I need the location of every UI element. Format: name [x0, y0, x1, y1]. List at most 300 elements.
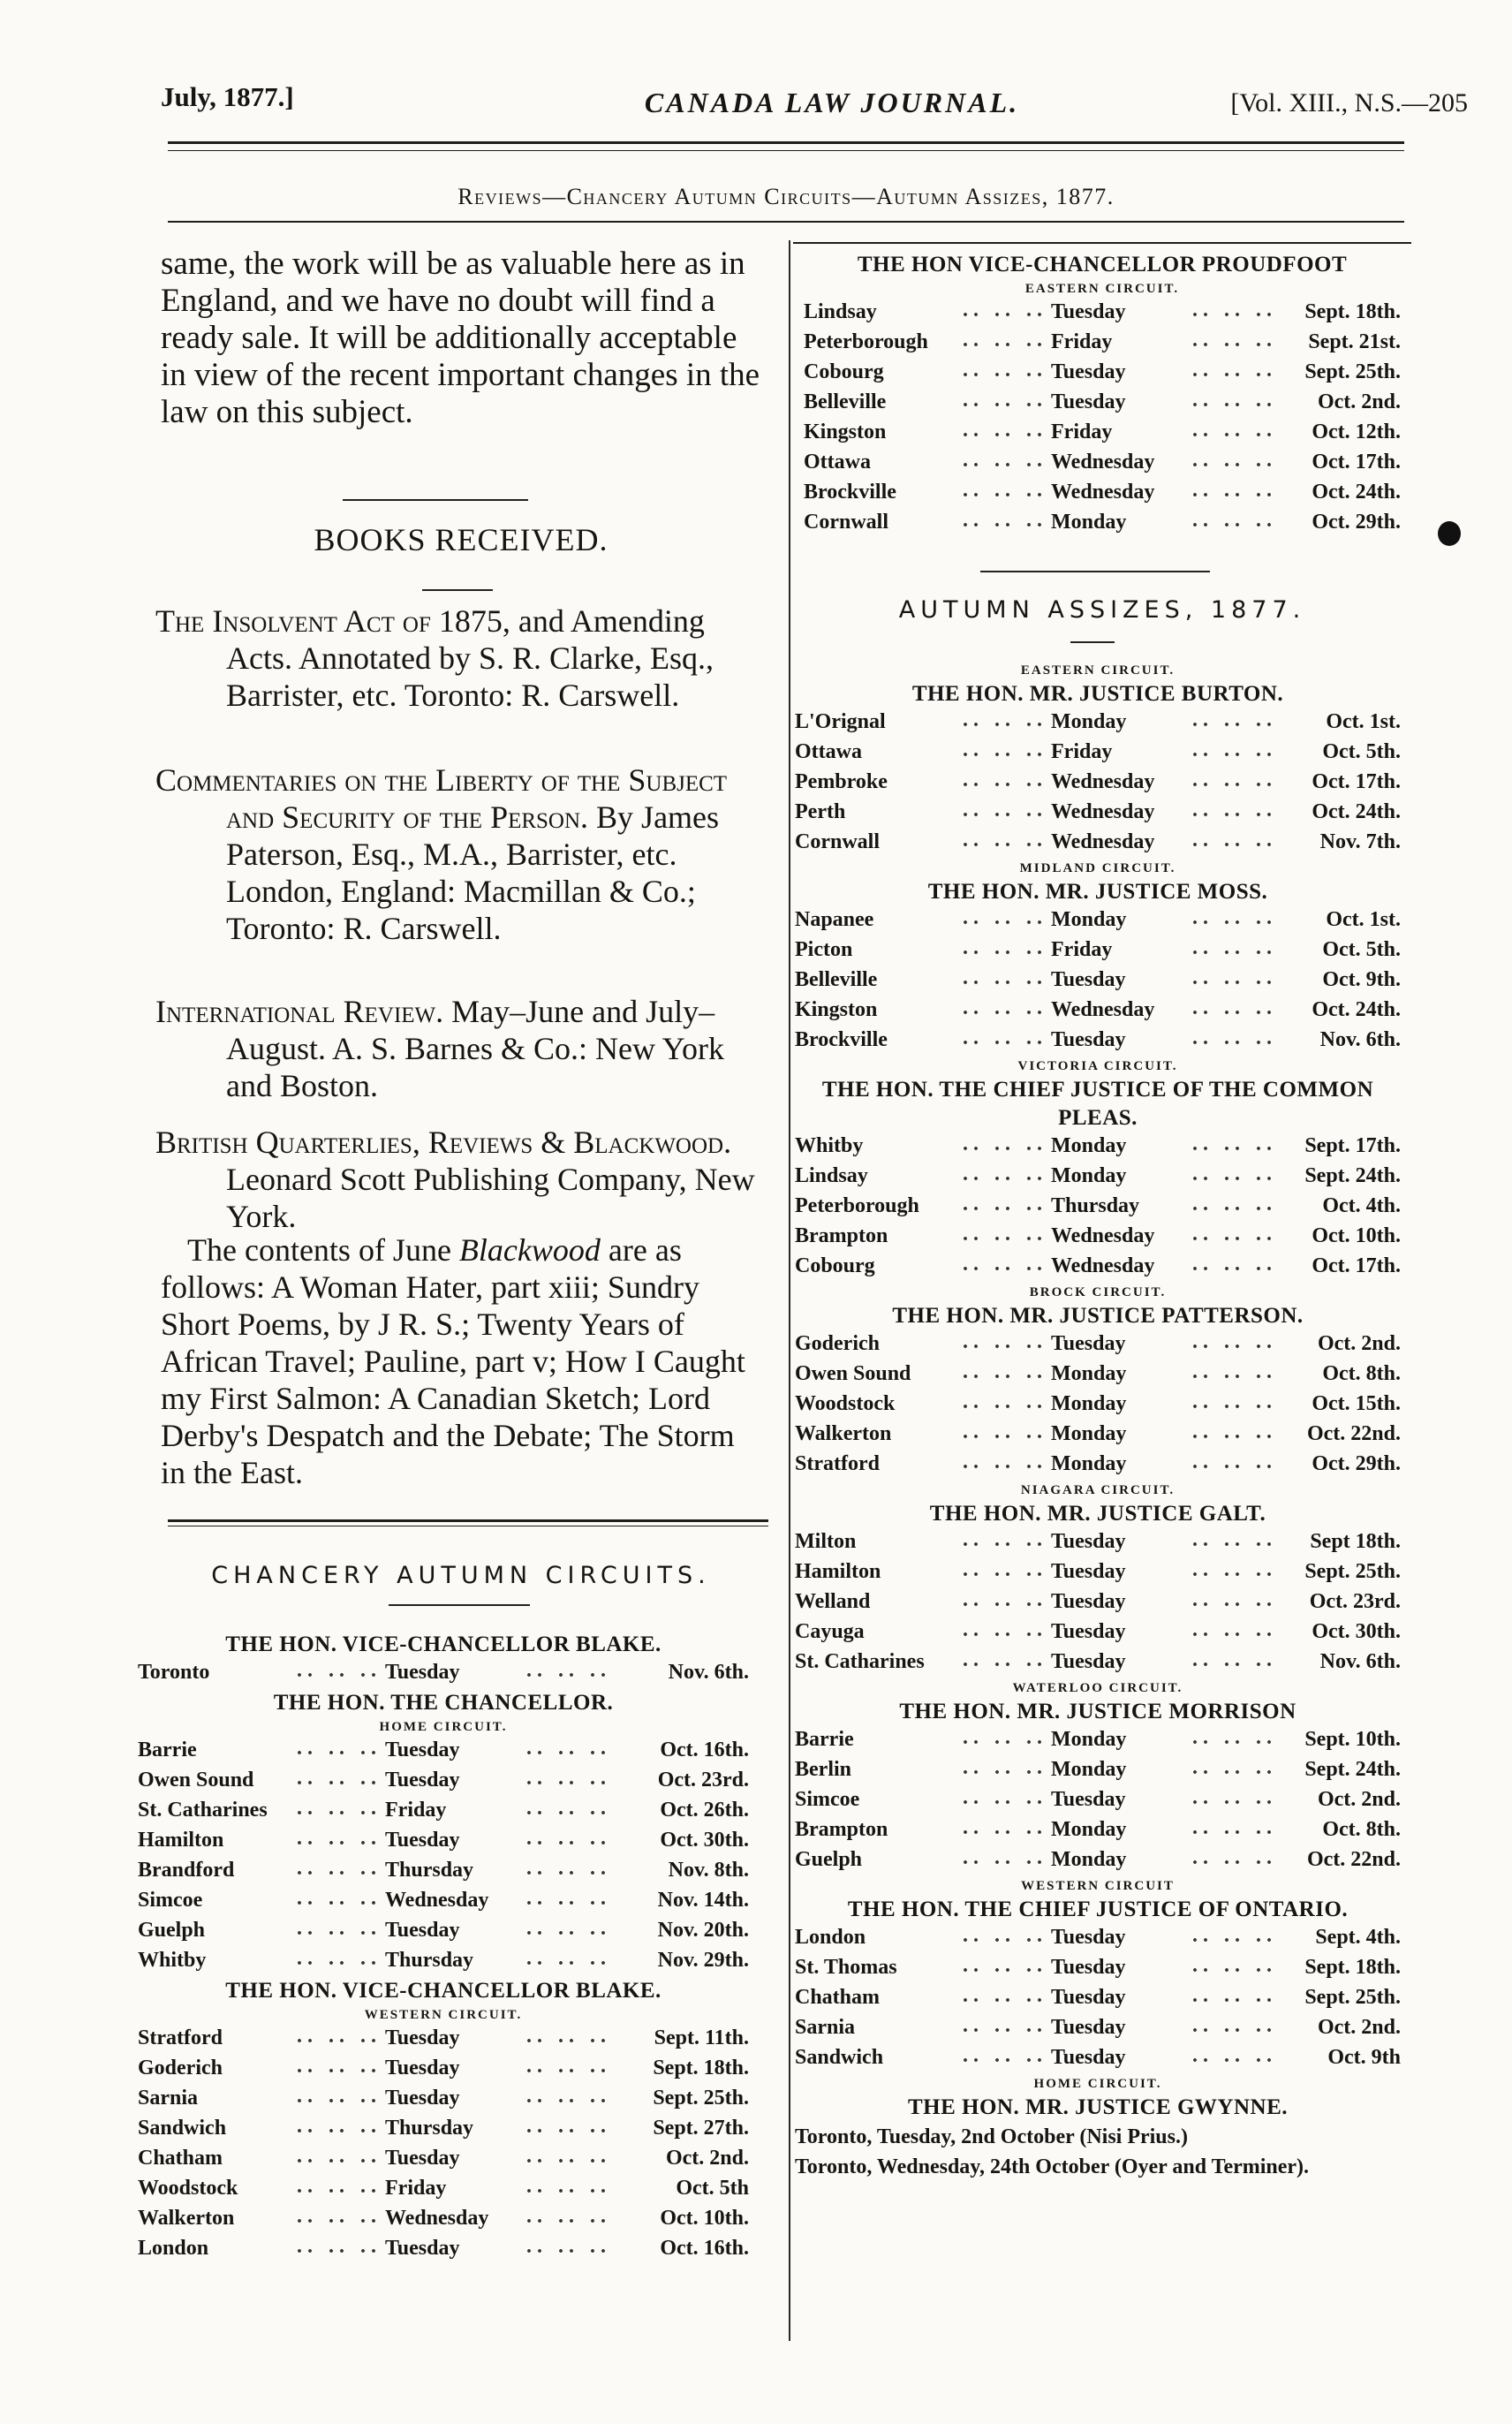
leader-dots: .. .. .. — [526, 2235, 611, 2258]
sitting-date: Nov. 7th. — [1319, 830, 1401, 853]
weekday: Tuesday — [1051, 1956, 1126, 1979]
leader-dots: .. .. .. — [297, 2205, 382, 2228]
schedule-row — [138, 1857, 749, 1887]
separator-rule — [343, 499, 528, 501]
place-name: Cayuga — [795, 1620, 865, 1643]
judge-heading: THE HON VICE-CHANCELLOR PROUDFOOT — [857, 253, 1348, 276]
leader-dots: .. .. .. — [963, 389, 1047, 412]
place-name: London — [795, 1926, 866, 1949]
book-entry — [155, 602, 765, 714]
place-name: Walkerton — [795, 1422, 892, 1445]
place-name: Cobourg — [804, 360, 884, 383]
schedule-row — [795, 1588, 1401, 1618]
books-received-title: BOOKS RECEIVED. — [314, 522, 609, 557]
leader-dots: .. .. .. — [526, 1947, 611, 1970]
weekday: Tuesday — [1051, 2046, 1126, 2069]
contents-text: The contents of June — [187, 1232, 459, 1268]
sitting-date: Oct. 23rd. — [657, 1769, 749, 1791]
leader-dots: .. .. .. — [963, 1588, 1047, 1611]
place-name: Lindsay — [804, 300, 877, 323]
schedule-row — [804, 419, 1401, 449]
leader-dots: .. .. .. — [1192, 1924, 1277, 1947]
weekday: Tuesday — [385, 1738, 460, 1761]
leader-dots: .. .. .. — [526, 1917, 611, 1940]
leader-dots: .. .. .. — [1192, 479, 1277, 502]
section-rule — [168, 1519, 768, 1522]
leader-dots: .. .. .. — [963, 739, 1047, 761]
separator-rule — [980, 571, 1210, 572]
leader-dots: .. .. .. — [963, 449, 1047, 472]
leader-dots: .. .. .. — [1192, 1330, 1277, 1353]
running-header — [161, 81, 1468, 134]
leader-dots: .. .. .. — [526, 2025, 611, 2048]
schedule-row — [138, 2145, 749, 2175]
weekday: Monday — [1051, 1392, 1127, 1415]
leader-dots: .. .. .. — [1192, 1420, 1277, 1443]
schedule-row — [795, 906, 1401, 936]
leader-dots: .. .. .. — [297, 2235, 382, 2258]
schedule-row — [795, 829, 1401, 859]
leader-dots: .. .. .. — [297, 2145, 382, 2168]
schedule-row — [795, 996, 1401, 1026]
sitting-date: Sept 18th. — [1310, 1530, 1401, 1553]
place-name: Stratford — [138, 2026, 223, 2049]
circuit-heading: WESTERN CIRCUIT. — [364, 2008, 523, 2022]
leader-dots: .. .. .. — [297, 2085, 382, 2108]
schedule-row — [804, 389, 1401, 419]
weekday: Wednesday — [1051, 1224, 1155, 1247]
schedule-row — [138, 2235, 749, 2265]
weekday: Monday — [1051, 1422, 1127, 1445]
sitting-date: Nov. 8th. — [668, 1859, 749, 1882]
schedule-row — [795, 1193, 1401, 1223]
place-name: Brampton — [795, 1818, 888, 1841]
chancery-block — [138, 1631, 749, 2265]
leader-dots: .. .. .. — [1192, 329, 1277, 352]
weekday: Thursday — [1051, 1194, 1140, 1217]
leader-dots: .. .. .. — [963, 769, 1047, 792]
leader-dots: .. .. .. — [963, 1528, 1047, 1551]
schedule-row — [138, 1887, 749, 1917]
weekday: Tuesday — [385, 1919, 460, 1942]
weekday: Tuesday — [1051, 1530, 1126, 1553]
schedule-row — [795, 1026, 1401, 1057]
sitting-date: Oct. 8th. — [1322, 1818, 1401, 1841]
schedule-row — [795, 1954, 1401, 1984]
leader-dots: .. .. .. — [297, 1659, 382, 1682]
schedule-row — [795, 1816, 1401, 1846]
sitting-date: Sept. 18th. — [653, 2057, 749, 2079]
separator-rule — [422, 589, 493, 591]
sitting-date: Nov. 6th. — [1319, 1028, 1401, 1051]
leader-dots: .. .. .. — [963, 966, 1047, 989]
schedule-row — [795, 2044, 1401, 2074]
place-name: Toronto — [138, 1661, 210, 1684]
leader-dots: .. .. .. — [963, 1193, 1047, 1216]
leader-dots: .. .. .. — [1192, 1193, 1277, 1216]
circuit-heading: VICTORIA CIRCUIT. — [1017, 1059, 1178, 1073]
sitting-date: Sept. 10th. — [1304, 1728, 1401, 1751]
leader-dots: .. .. .. — [963, 799, 1047, 822]
leader-dots: .. .. .. — [963, 1451, 1047, 1473]
place-name: L'Orignal — [795, 710, 886, 733]
review-continuation: same, the work will be as valuable here as in England, and we have no doubt will find a ready sale. It will be additionally acceptable in view of the recent important changes in the law on this subject. — [161, 246, 760, 430]
weekday: Tuesday — [1051, 1986, 1126, 2009]
leader-dots: .. .. .. — [297, 1857, 382, 1880]
place-name: Napanee — [795, 908, 874, 931]
weekday: Wednesday — [1051, 830, 1155, 853]
volume-info: [Vol. XIII., N.S.—205 — [1230, 88, 1468, 117]
judge-heading: THE HON. MR. JUSTICE MOSS. — [927, 880, 1268, 904]
sitting-date: Sept. 25th. — [1304, 1986, 1401, 2009]
weekday: Tuesday — [1051, 2016, 1126, 2039]
sitting-date: Nov. 6th. — [668, 1661, 749, 1684]
sitting-date: Oct. 2nd. — [1317, 1788, 1401, 1811]
circuit-heading: HOME CIRCUIT. — [379, 1720, 508, 1734]
leader-dots: .. .. .. — [526, 1659, 611, 1682]
leader-dots: .. .. .. — [963, 359, 1047, 382]
weekday: Tuesday — [385, 2237, 460, 2260]
leader-dots: .. .. .. — [297, 2025, 382, 2048]
leader-dots: .. .. .. — [1192, 1253, 1277, 1276]
sitting-date: Sept. 25th. — [653, 2087, 749, 2110]
assizes-block — [795, 661, 1401, 2182]
leader-dots: .. .. .. — [1192, 1163, 1277, 1185]
sitting-date: Oct. 30th. — [1312, 1620, 1401, 1643]
leader-dots: .. .. .. — [963, 1816, 1047, 1839]
sitting-date: Oct. 5th. — [1322, 740, 1401, 763]
sitting-date: Nov. 20th. — [657, 1919, 749, 1942]
leader-dots: .. .. .. — [1192, 1726, 1277, 1749]
ink-blot — [1438, 521, 1461, 546]
sitting-date: Oct. 1st. — [1326, 908, 1401, 931]
sitting-date: Oct. 10th. — [660, 2207, 749, 2230]
place-name: Sarnia — [795, 2016, 856, 2039]
sitting-date: Oct. 16th. — [660, 2237, 749, 2260]
leader-dots: .. .. .. — [1192, 2044, 1277, 2067]
schedule-row — [804, 299, 1401, 329]
weekday: Monday — [1051, 1134, 1127, 1157]
schedule-row — [795, 1451, 1401, 1481]
weekday: Monday — [1051, 1848, 1127, 1871]
weekday: Tuesday — [385, 2057, 460, 2079]
sitting-date: Oct. 5th — [676, 2177, 749, 2200]
leader-dots: .. .. .. — [963, 329, 1047, 352]
schedule-row — [804, 329, 1401, 359]
leader-dots: .. .. .. — [1192, 906, 1277, 929]
sitting-date: Sept. 27th. — [653, 2117, 749, 2140]
leader-dots: .. .. .. — [963, 2014, 1047, 2037]
schedule-row — [795, 966, 1401, 996]
weekday: Tuesday — [385, 1661, 460, 1684]
sitting-date: Oct. 9th — [1327, 2046, 1401, 2069]
weekday: Monday — [1051, 1728, 1127, 1751]
schedule-row — [138, 2115, 749, 2145]
leader-dots: .. .. .. — [963, 1924, 1047, 1947]
leader-dots: .. .. .. — [963, 419, 1047, 442]
place-name: Picton — [795, 938, 853, 961]
weekday: Thursday — [385, 1949, 474, 1972]
leader-dots: .. .. .. — [963, 1253, 1047, 1276]
sitting-date: Nov. 29th. — [657, 1949, 749, 1972]
schedule-row — [795, 1924, 1401, 1954]
weekday: Tuesday — [1051, 1028, 1126, 1051]
leader-dots: .. .. .. — [297, 2055, 382, 2078]
leader-dots: .. .. .. — [1192, 1756, 1277, 1779]
header-date: July, 1877.] — [161, 81, 294, 112]
weekday: Tuesday — [1051, 1332, 1126, 1355]
schedule-row — [795, 1528, 1401, 1558]
place-name: London — [138, 2237, 209, 2260]
weekday: Monday — [1051, 1452, 1127, 1475]
circuit-heading: NIAGARA CIRCUIT. — [1020, 1483, 1176, 1497]
schedule-row — [138, 1827, 749, 1857]
book-lead: Commentaries on the Liberty of the Subject and Security of the Person. — [155, 762, 728, 835]
place-name: Whitby — [138, 1949, 207, 1972]
circuit-heading: WATERLOO CIRCUIT. — [1012, 1681, 1183, 1695]
judge-heading: THE HON. MR. JUSTICE GALT. — [929, 1502, 1266, 1526]
leader-dots: .. .. .. — [1192, 1846, 1277, 1869]
leader-dots: .. .. .. — [1192, 419, 1277, 442]
schedule-row — [795, 799, 1401, 829]
leader-dots: .. .. .. — [963, 996, 1047, 1019]
leader-dots: .. .. .. — [1192, 1984, 1277, 2007]
weekday: Tuesday — [385, 2147, 460, 2170]
place-name: Belleville — [804, 390, 887, 413]
sitting-date: Oct. 24th. — [1312, 800, 1401, 823]
place-name: Guelph — [795, 1848, 863, 1871]
leader-dots: .. .. .. — [297, 1767, 382, 1790]
judge-heading: THE HON. THE CHIEF JUSTICE OF ONTARIO. — [847, 1898, 1349, 1921]
place-name: Owen Sound — [138, 1769, 254, 1791]
weekday: Tuesday — [385, 2087, 460, 2110]
sitting-date: Oct. 17th. — [1312, 1254, 1401, 1277]
place-name: Whitby — [795, 1134, 864, 1157]
schedule-row — [138, 1947, 749, 1977]
leader-dots: .. .. .. — [1192, 2014, 1277, 2037]
leader-dots: .. .. .. — [963, 1648, 1047, 1671]
weekday: Wednesday — [385, 1889, 489, 1912]
schedule-row — [795, 1756, 1401, 1786]
schedule-row — [795, 708, 1401, 739]
schedule-row — [795, 1223, 1401, 1253]
leader-dots: .. .. .. — [963, 936, 1047, 959]
leader-dots: .. .. .. — [526, 1797, 611, 1820]
leader-dots: .. .. .. — [963, 1756, 1047, 1779]
leader-dots: .. .. .. — [963, 299, 1047, 322]
schedule-row — [795, 1558, 1401, 1588]
leader-dots: .. .. .. — [1192, 1223, 1277, 1246]
contents-italic: Blackwood — [458, 1232, 601, 1268]
leader-dots: .. .. .. — [963, 1026, 1047, 1049]
weekday: Tuesday — [1051, 1650, 1126, 1673]
place-name: St. Thomas — [795, 1956, 897, 1979]
place-name: Welland — [795, 1590, 871, 1613]
sitting-date: Oct. 24th. — [1312, 998, 1401, 1021]
sitting-date: Oct. 5th. — [1322, 938, 1401, 961]
weekday: Tuesday — [1051, 360, 1126, 383]
weekday: Wednesday — [1051, 451, 1155, 473]
leader-dots: .. .. .. — [1192, 1026, 1277, 1049]
assize-note: Toronto, Wednesday, 24th October (Oyer and Terminer). — [795, 2155, 1310, 2178]
place-name: Peterborough — [795, 1194, 919, 1217]
leader-dots: .. .. .. — [526, 2115, 611, 2138]
assizes-schedule — [795, 661, 1401, 2182]
leader-dots: .. .. .. — [963, 509, 1047, 532]
place-name: Brampton — [795, 1224, 888, 1247]
schedule-row — [795, 1786, 1401, 1816]
weekday: Wednesday — [1051, 998, 1155, 1021]
weekday: Wednesday — [1051, 800, 1155, 823]
place-name: Simcoe — [138, 1889, 203, 1912]
weekday: Friday — [1051, 740, 1113, 763]
judge-heading: THE HON. THE CHANCELLOR. — [273, 1691, 614, 1715]
leader-dots: .. .. .. — [1192, 1618, 1277, 1641]
weekday: Friday — [1051, 330, 1113, 353]
weekday: Monday — [1051, 1818, 1127, 1841]
book-lead: The Insolvent Act of — [155, 603, 431, 639]
sitting-date: Oct. 4th. — [1322, 1194, 1401, 1217]
sitting-date: Sept. 24th. — [1304, 1164, 1401, 1187]
place-name: St. Catharines — [138, 1799, 268, 1822]
weekday: Friday — [385, 1799, 447, 1822]
book-details: May–June and July–August. A. S. Barnes & Co.: New York and Boston. — [226, 994, 725, 1103]
judge-heading: THE HON. THE CHIEF JUSTICE OF THE COMMON PLEAS. — [821, 1078, 1374, 1130]
sitting-date: Oct. 1st. — [1326, 710, 1401, 733]
leader-dots: .. .. .. — [297, 2175, 382, 2198]
weekday: Tuesday — [385, 1829, 460, 1852]
leader-dots: .. .. .. — [963, 708, 1047, 731]
assize-note: Toronto, Tuesday, 2nd October (Nisi Prius.) — [795, 2125, 1188, 2148]
circuit-heading: WESTERN CIRCUIT — [1021, 1879, 1175, 1893]
book-details: Leonard Scott Publishing Company, New York. — [226, 1162, 755, 1234]
leader-dots: .. .. .. — [963, 1223, 1047, 1246]
leader-dots: .. .. .. — [297, 1737, 382, 1760]
leader-dots: .. .. .. — [963, 1618, 1047, 1641]
schedule-row — [795, 1390, 1401, 1420]
sitting-date: Oct. 17th. — [1312, 770, 1401, 793]
weekday: Monday — [1051, 511, 1127, 534]
place-name: Belleville — [795, 968, 878, 991]
sitting-date: Sept. 11th. — [654, 2026, 749, 2049]
leader-dots: .. .. .. — [1192, 1558, 1277, 1581]
schedule-row — [795, 739, 1401, 769]
leader-dots: .. .. .. — [1192, 359, 1277, 382]
sitting-date: Oct. 30th. — [660, 1829, 749, 1852]
schedule-row — [804, 359, 1401, 389]
place-name: Barrie — [138, 1738, 197, 1761]
leader-dots: .. .. .. — [526, 1767, 611, 1790]
schedule-row — [138, 2055, 749, 2085]
leader-dots: .. .. .. — [526, 2055, 611, 2078]
schedule-row — [795, 1253, 1401, 1283]
sitting-date: Oct. 15th. — [1312, 1392, 1401, 1415]
schedule-row — [795, 1618, 1401, 1648]
judge-heading: THE HON. MR. JUSTICE GWYNNE. — [907, 2095, 1288, 2119]
schedule-row — [795, 1360, 1401, 1390]
schedule-row — [795, 1648, 1401, 1678]
schedule-row — [795, 2014, 1401, 2044]
place-name: Goderich — [795, 1332, 880, 1355]
leader-dots: .. .. .. — [1192, 1132, 1277, 1155]
place-name: Brandford — [138, 1859, 235, 1882]
place-name: Cobourg — [795, 1254, 875, 1277]
leader-dots: .. .. .. — [963, 1360, 1047, 1383]
circuit-heading: BROCK CIRCUIT. — [1029, 1285, 1167, 1299]
place-name: Sandwich — [795, 2046, 884, 2069]
sitting-date: Oct. 24th. — [1312, 481, 1401, 504]
circuit-heading: EASTERN CIRCUIT. — [1020, 663, 1176, 678]
weekday: Friday — [385, 2177, 447, 2200]
subheader-rule — [168, 221, 1404, 223]
weekday: Monday — [1051, 908, 1127, 931]
schedule-row — [138, 2175, 749, 2205]
schedule-row — [795, 1330, 1401, 1360]
weekday: Tuesday — [1051, 1560, 1126, 1583]
place-name: Stratford — [795, 1452, 880, 1475]
schedule-row — [795, 1420, 1401, 1451]
sitting-date: Sept. 21st. — [1308, 330, 1401, 353]
sitting-date: Sept. 24th. — [1304, 1758, 1401, 1781]
circuit-heading: MIDLAND CIRCUIT. — [1019, 861, 1176, 875]
sitting-date: Oct. 2nd. — [665, 2147, 749, 2170]
leader-dots: .. .. .. — [963, 829, 1047, 852]
circuit-heading: HOME CIRCUIT. — [1033, 2077, 1162, 2091]
leader-dots: .. .. .. — [1192, 799, 1277, 822]
weekday: Friday — [1051, 938, 1113, 961]
place-name: Kingston — [795, 998, 878, 1021]
place-name: Guelph — [138, 1919, 206, 1942]
sitting-date: Oct. 22nd. — [1306, 1848, 1401, 1871]
place-name: Chatham — [795, 1986, 881, 2009]
weekday: Thursday — [385, 1859, 474, 1882]
schedule-row — [138, 2085, 749, 2115]
leader-dots: .. .. .. — [1192, 1954, 1277, 1977]
place-name: Berlin — [795, 1758, 851, 1781]
book-entry — [155, 761, 765, 947]
leader-dots: .. .. .. — [1192, 1528, 1277, 1551]
schedule-row — [795, 1726, 1401, 1756]
leader-dots: .. .. .. — [1192, 936, 1277, 959]
leader-dots: .. .. .. — [1192, 1816, 1277, 1839]
schedule-row — [138, 1767, 749, 1797]
book-entry — [155, 1124, 765, 1235]
leader-dots: .. .. .. — [1192, 1390, 1277, 1413]
sitting-date: Oct. 2nd. — [1317, 1332, 1401, 1355]
place-name: Cornwall — [804, 511, 888, 534]
place-name: Walkerton — [138, 2207, 235, 2230]
leader-dots: .. .. .. — [1192, 739, 1277, 761]
place-name: Owen Sound — [795, 1362, 911, 1385]
leader-dots: .. .. .. — [526, 2205, 611, 2228]
schedule-row — [804, 449, 1401, 479]
weekday: Tuesday — [1051, 300, 1126, 323]
place-name: Peterborough — [804, 330, 928, 353]
schedule-row — [795, 769, 1401, 799]
weekday: Friday — [1051, 420, 1113, 443]
journal-title: CANADA LAW JOURNAL. — [644, 87, 1020, 118]
leader-dots: .. .. .. — [526, 1887, 611, 1910]
sitting-date: Oct. 16th. — [660, 1738, 749, 1761]
place-name: Lindsay — [795, 1164, 868, 1187]
sitting-date: Oct. 22nd. — [1306, 1422, 1401, 1445]
sitting-date: Sept. 18th. — [1304, 1956, 1401, 1979]
leader-dots: .. .. .. — [526, 1857, 611, 1880]
schedule-row — [138, 1917, 749, 1947]
leader-dots: .. .. .. — [526, 2145, 611, 2168]
leader-dots: .. .. .. — [297, 1917, 382, 1940]
place-name: Ottawa — [795, 740, 862, 763]
